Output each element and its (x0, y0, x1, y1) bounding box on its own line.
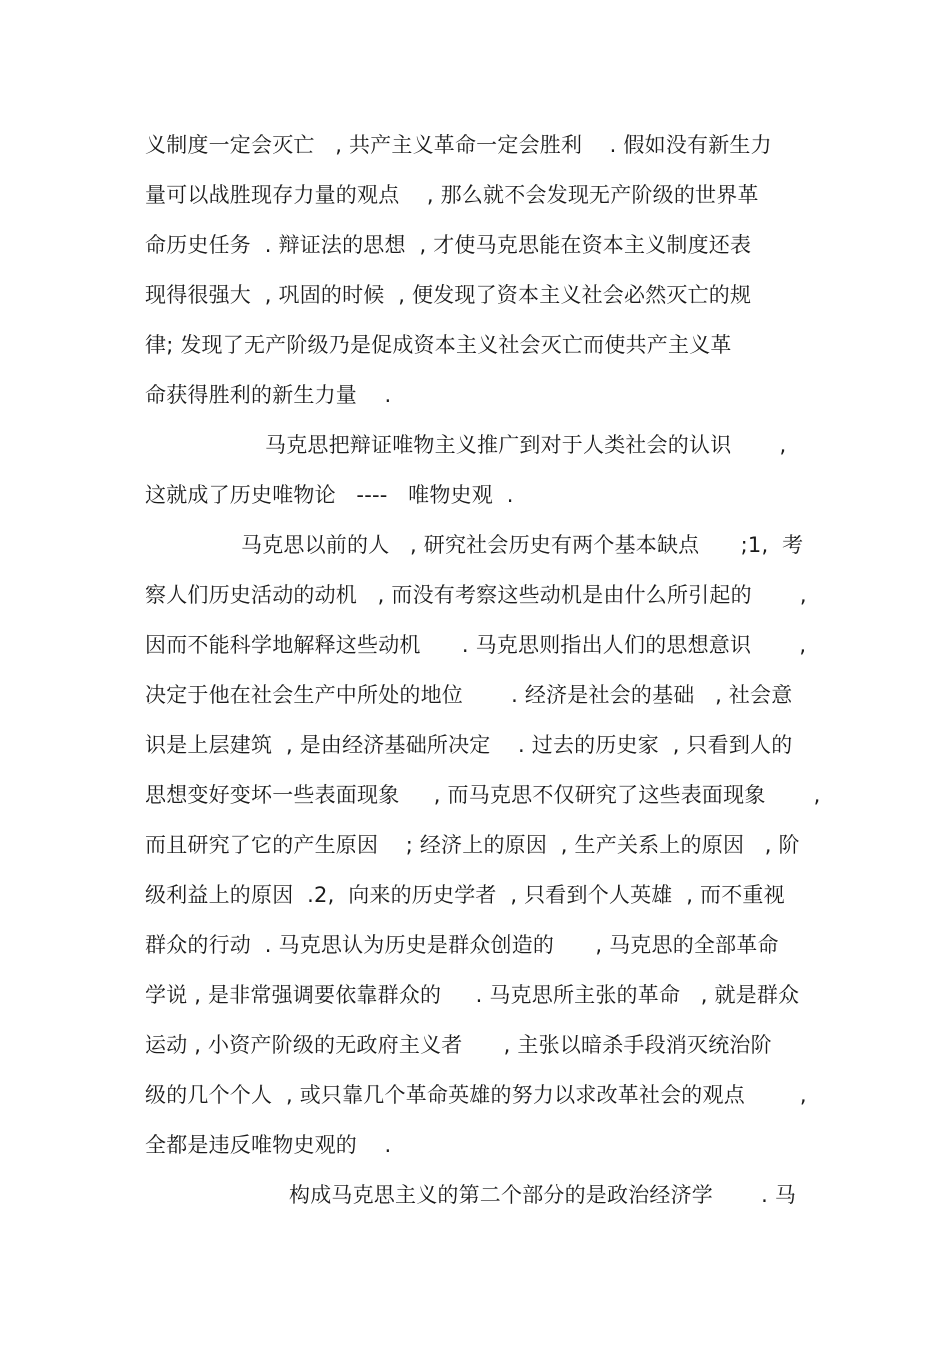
text-line: 而且研究了它的产生原因 ; 经济上的原因 , 生产关系上的原因 , 阶 (145, 833, 800, 857)
text-line: 级的几个个人 , 或只靠几个革命英雄的努力以求改革社会的观点 , (145, 1083, 807, 1107)
text-line: 律; 发现了无产阶级乃是促成资本主义社会灭亡而使共产主义革 (145, 333, 732, 357)
text-line: 思想变好变坏一些表面现象 , 而马克思不仅研究了这些表面现象 , (145, 783, 821, 807)
text-line: 现得很强大 , 巩固的时候 , 便发现了资本主义社会必然灭亡的规 (145, 283, 752, 307)
text-line: 学说 , 是非常强调要依靠群众的 . 马克思所主张的革命 , 就是群众 (145, 983, 800, 1007)
paragraph-start-line: 马克思把辩证唯物主义推广到对于人类社会的认识 , (265, 433, 787, 457)
text-line: 群众的行动 . 马克思认为历史是群众创造的 , 马克思的全部革命 (145, 933, 779, 957)
text-line: 因而不能科学地解释这些动机 . 马克思则指出人们的思想意识 , (145, 633, 807, 657)
text-line: 量可以战胜现存力量的观点 , 那么就不会发现无产阶级的世界革 (145, 183, 759, 207)
text-line: 这就成了历史唯物论 ---- 唯物史观 . (145, 483, 514, 507)
text-line: 决定于他在社会生产中所处的地位 . 经济是社会的基础 , 社会意 (145, 683, 793, 707)
text-line: 全都是违反唯物史观的 . (145, 1133, 392, 1157)
paragraph-start-line: 构成马克思主义的第二个部分的是政治经济学 . 马 (289, 1183, 797, 1207)
text-line: 级利益上的原因 .2, 向来的历史学者 , 只看到个人英雄 , 而不重视 (145, 883, 785, 907)
text-line: 命获得胜利的新生力量 . (145, 383, 392, 407)
text-line: 识是上层建筑 , 是由经济基础所决定 . 过去的历史家 , 只看到人的 (145, 733, 793, 757)
text-line: 运动 , 小资产阶级的无政府主义者 , 主张以暗杀手段消灭统治阶 (145, 1033, 772, 1057)
body-text (145, 120, 825, 1220)
text-line: 察人们历史活动的动机 , 而没有考察这些动机是由什么所引起的 , (145, 583, 807, 607)
text-line: 命历史任务 . 辩证法的思想 , 才使马克思能在资本主义制度还表 (145, 233, 752, 257)
paragraph-start-line: 马克思以前的人 , 研究社会历史有两个基本缺点 ;1, 考 (241, 533, 804, 557)
text-line: 义制度一定会灭亡 , 共产主义革命一定会胜利 . 假如没有新生力 (145, 133, 772, 157)
